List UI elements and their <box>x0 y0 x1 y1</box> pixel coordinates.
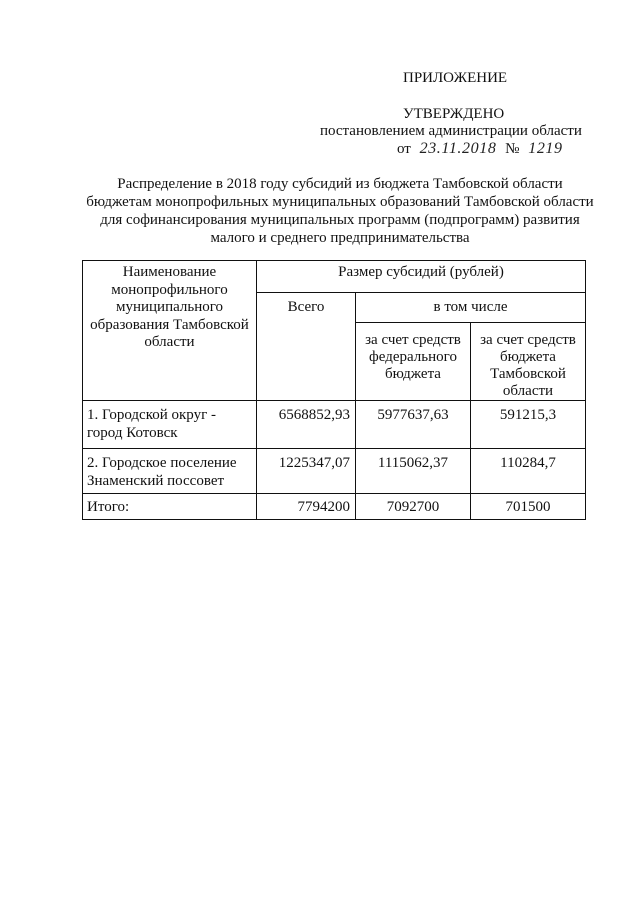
header-subsidy-amount: Размер субсидий (рублей) <box>257 261 586 293</box>
table-header-row <box>83 261 586 293</box>
header-line: бюджета <box>385 366 441 382</box>
totals-label: Итого: <box>83 494 257 520</box>
subsidy-table <box>82 260 586 520</box>
municipality-name-line: город Котовск <box>87 425 178 441</box>
title-line: малого и среднего предпринимательства <box>210 230 470 246</box>
title-line: для софинансирования муниципальных программ (подпрограмм) развития <box>100 212 580 228</box>
header-line: федерального <box>369 349 457 365</box>
total-cell: 6568852,93 <box>257 401 356 449</box>
header-total: Всего <box>257 293 356 401</box>
header-regional-budget <box>471 323 586 401</box>
federal-cell: 5977637,63 <box>356 401 471 449</box>
totals-federal-cell: 7092700 <box>356 494 471 520</box>
municipality-name-cell <box>83 401 257 449</box>
municipality-name-line: Знаменский поссовет <box>87 473 225 489</box>
document-title <box>60 175 620 247</box>
number-sign: № <box>505 141 520 157</box>
header-line: области <box>502 383 554 399</box>
header-including: в том числе <box>356 293 586 323</box>
regional-cell: 591215,3 <box>471 401 586 449</box>
header-line: монопрофильного <box>111 281 228 298</box>
approval-stamp: УТВЕРЖДЕНО <box>403 106 505 122</box>
municipality-name-line: 1. Городской округ - <box>87 407 217 423</box>
municipality-name-line: 2. Городское поселение <box>87 455 237 471</box>
total-cell: 1225347,07 <box>257 449 356 494</box>
title-line: Распределение в 2018 году субсидий из бюджета Тамбовской области <box>117 176 563 192</box>
municipality-name-cell <box>83 449 257 494</box>
totals-regional-cell: 701500 <box>471 494 586 520</box>
header-line: образования Тамбовской <box>90 316 249 333</box>
header-line: области <box>144 334 195 350</box>
header-line: муниципального <box>115 299 224 315</box>
totals-total-cell: 7794200 <box>257 494 356 520</box>
header-line: бюджета <box>500 349 556 365</box>
header-municipality-name <box>83 261 257 401</box>
title-line: бюджетам монопрофильных муниципальных образований Тамбовской области <box>86 194 594 210</box>
header-line: за счет средств <box>365 332 461 348</box>
header-line: за счет средств <box>480 332 576 348</box>
date-prefix: от <box>397 141 411 157</box>
regional-cell: 110284,7 <box>471 449 586 494</box>
resolution-date: 23.11.2018 <box>419 140 497 157</box>
approval-authority: постановлением администрации области <box>320 123 582 139</box>
resolution-number: 1219 <box>528 140 563 157</box>
resolution-reference <box>397 140 563 158</box>
header-federal-budget <box>356 323 471 401</box>
appendix-label: ПРИЛОЖЕНИЕ <box>403 70 508 86</box>
federal-cell: 1115062,37 <box>356 449 471 494</box>
header-line: Наименование <box>122 264 217 280</box>
table-row <box>83 449 586 494</box>
table-row <box>83 401 586 449</box>
totals-row <box>83 494 586 520</box>
header-line: Тамбовской <box>490 366 566 382</box>
